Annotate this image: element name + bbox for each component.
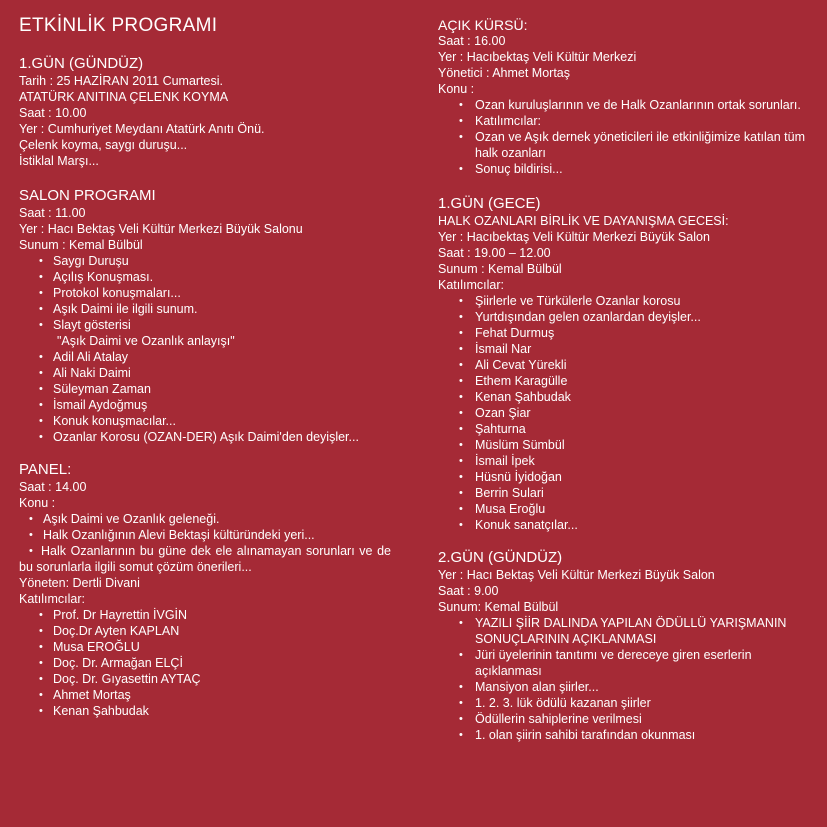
panel-topics — [19, 511, 414, 543]
slide-subtitle: "Aşık Daimi ve Ozanlık anlayışı" — [57, 334, 235, 348]
right-column — [438, 0, 813, 743]
list-item: • Kenan Şahbudak — [19, 703, 414, 719]
panel-topic-label: Konu : — [19, 496, 56, 510]
list-item: • Şiirlerle ve Türkülerle Ozanlar korosu — [438, 293, 813, 309]
list-item: • Açılış Konuşması. — [19, 269, 414, 285]
panel-topic-3-text: Halk Ozanlarının bu güne dek ele alınamayan sorunları ve de bu sorunlarla ilgili somut çözüm önerileri... — [19, 544, 391, 574]
acik-kursu-heading: AÇIK KÜRSÜ: — [438, 17, 528, 33]
panel-time: Saat : 14.00 — [19, 480, 87, 494]
list-item: • 1. olan şiirin sahibi tarafından okunması — [438, 727, 813, 743]
list-item: • Aşık Daimi ile ilgili sunum. — [19, 301, 414, 317]
list-item: • Ozan ve Aşık dernek yöneticileri ile etkinliğimize katılan tüm halk ozanları — [438, 129, 805, 161]
night-participants-label: Katılımcılar: — [438, 278, 504, 292]
list-item: • Ali Cevat Yürekli — [438, 357, 813, 373]
list-item: • İsmail Aydoğmuş — [19, 397, 414, 413]
list-item: • Slayt gösterisi — [19, 317, 414, 333]
night-place: Yer : Hacıbektaş Veli Kültür Merkezi Büyük Salon — [438, 230, 710, 244]
list-item: • Konuk konuşmacılar... — [19, 413, 414, 429]
acik-list — [438, 97, 813, 177]
list-item: • Ozan Şiar — [438, 405, 813, 421]
day1-note-wreath: Çelenk koyma, saygı duruşu... — [19, 138, 188, 152]
list-item: • Katılımcılar: — [438, 113, 813, 129]
list-item: • Konuk sanatçılar... — [438, 517, 813, 533]
day1-heading: 1.GÜN (GÜNDÜZ) — [19, 55, 144, 72]
list-item: • İsmail İpek — [438, 453, 813, 469]
list-item: • İsmail Nar — [438, 341, 813, 357]
list-item: • Hüsnü İyidoğan — [438, 469, 813, 485]
day1-note-anthem: İstiklal Marşı... — [19, 154, 99, 168]
program-title: ETKİNLİK PROGRAMI — [19, 15, 218, 36]
night-heading: 1.GÜN (GECE) — [438, 195, 541, 212]
list-item: • Prof. Dr Hayrettin İVGİN — [19, 607, 414, 623]
day2-host: Sunum: Kemal Bülbül — [438, 600, 559, 614]
panel-topic-3 — [19, 543, 391, 575]
salon-time: Saat : 11.00 — [19, 206, 86, 220]
list-item: • Protokol konuşmaları... — [19, 285, 414, 301]
acik-manager: Yönetici : Ahmet Mortaş — [438, 66, 571, 80]
day1-event: ATATÜRK ANITINA ÇELENK KOYMA — [19, 90, 229, 104]
panel-moderator: Yöneten: Dertli Divani — [19, 576, 140, 590]
list-item: • Musa EROĞLU — [19, 639, 414, 655]
left-column — [19, 0, 414, 719]
salon-heading: SALON PROGRAMI — [19, 187, 156, 204]
salon-place: Yer : Hacı Bektaş Veli Kültür Merkezi Büyük Salonu — [19, 222, 303, 236]
acik-place: Yer : Hacıbektaş Veli Kültür Merkezi — [438, 50, 637, 64]
list-item: • Sonuç bildirisi... — [438, 161, 813, 177]
list-item: • Ahmet Mortaş — [19, 687, 414, 703]
list-item: • Müslüm Sümbül — [438, 437, 813, 453]
night-list — [438, 293, 813, 533]
list-item: • Ethem Karagülle — [438, 373, 813, 389]
day2-place: Yer : Hacı Bektaş Veli Kültür Merkezi Büyük Salon — [438, 568, 715, 582]
day2-time: Saat : 9.00 — [438, 584, 499, 598]
list-item: • Doç. Dr. Gıyasettin AYTAÇ — [19, 671, 414, 687]
list-item: • Fehat Durmuş — [438, 325, 813, 341]
list-item: • Aşık Daimi ve Ozanlık geleneği. — [19, 511, 414, 527]
list-item: • Saygı Duruşu — [19, 253, 414, 269]
list-item: • Ali Naki Daimi — [19, 365, 414, 381]
list-item: • Doç. Dr. Armağan ELÇİ — [19, 655, 414, 671]
list-item: • Musa Eroğlu — [438, 501, 813, 517]
list-item: • Ödüllerin sahiplerine verilmesi — [438, 711, 813, 727]
panel-participants — [19, 607, 414, 719]
acik-topic-label: Konu : — [438, 82, 475, 96]
list-item: • Süleyman Zaman — [19, 381, 414, 397]
night-event: HALK OZANLARI BİRLİK VE DAYANIŞMA GECESİ: — [438, 214, 729, 228]
list-item: • YAZILI ŞİİR DALINDA YAPILAN ÖDÜLLÜ YARIŞMANIN SONUÇLARININ AÇIKLANMASI — [438, 615, 805, 647]
list-item: • Mansiyon alan şiirler... — [438, 679, 813, 695]
panel-heading: PANEL: — [19, 461, 72, 478]
list-item: • Ozanlar Korosu (OZAN-DER) Aşık Daimi'den deyişler... — [19, 429, 414, 445]
day2-list — [438, 615, 813, 743]
list-item: • Doç.Dr Ayten KAPLAN — [19, 623, 414, 639]
list-item: • Yurtdışından gelen ozanlardan deyişler... — [438, 309, 813, 325]
salon-host: Sunum : Kemal Bülbül — [19, 238, 143, 252]
panel-participants-label: Katılımcılar: — [19, 592, 85, 606]
list-item: • Berrin Sulari — [438, 485, 813, 501]
list-item: • Jüri üyelerinin tanıtımı ve dereceye giren eserlerin açıklanması — [438, 647, 805, 679]
list-item: • Kenan Şahbudak — [438, 389, 813, 405]
list-item: • Adil Ali Atalay — [19, 349, 414, 365]
salon-list — [19, 253, 414, 445]
list-item: • Ozan kuruluşlarının ve de Halk Ozanlarının ortak sorunları. — [438, 97, 805, 113]
day1-time: Saat : 10.00 — [19, 106, 87, 120]
bullet-icon: • — [29, 545, 33, 557]
list-item: • Şahturna — [438, 421, 813, 437]
list-item: • 1. 2. 3. lük ödülü kazanan şiirler — [438, 695, 813, 711]
day1-date: Tarih : 25 HAZİRAN 2011 Cumartesi. — [19, 74, 224, 88]
night-time: Saat : 19.00 – 12.00 — [438, 246, 551, 260]
list-item: • Halk Ozanlığının Alevi Bektaşi kültüründeki yeri... — [19, 527, 414, 543]
night-host: Sunum : Kemal Bülbül — [438, 262, 562, 276]
day1-place: Yer : Cumhuriyet Meydanı Atatürk Anıtı Önü. — [19, 122, 265, 136]
day2-heading: 2.GÜN (GÜNDÜZ) — [438, 549, 563, 566]
acik-time: Saat : 16.00 — [438, 34, 506, 48]
